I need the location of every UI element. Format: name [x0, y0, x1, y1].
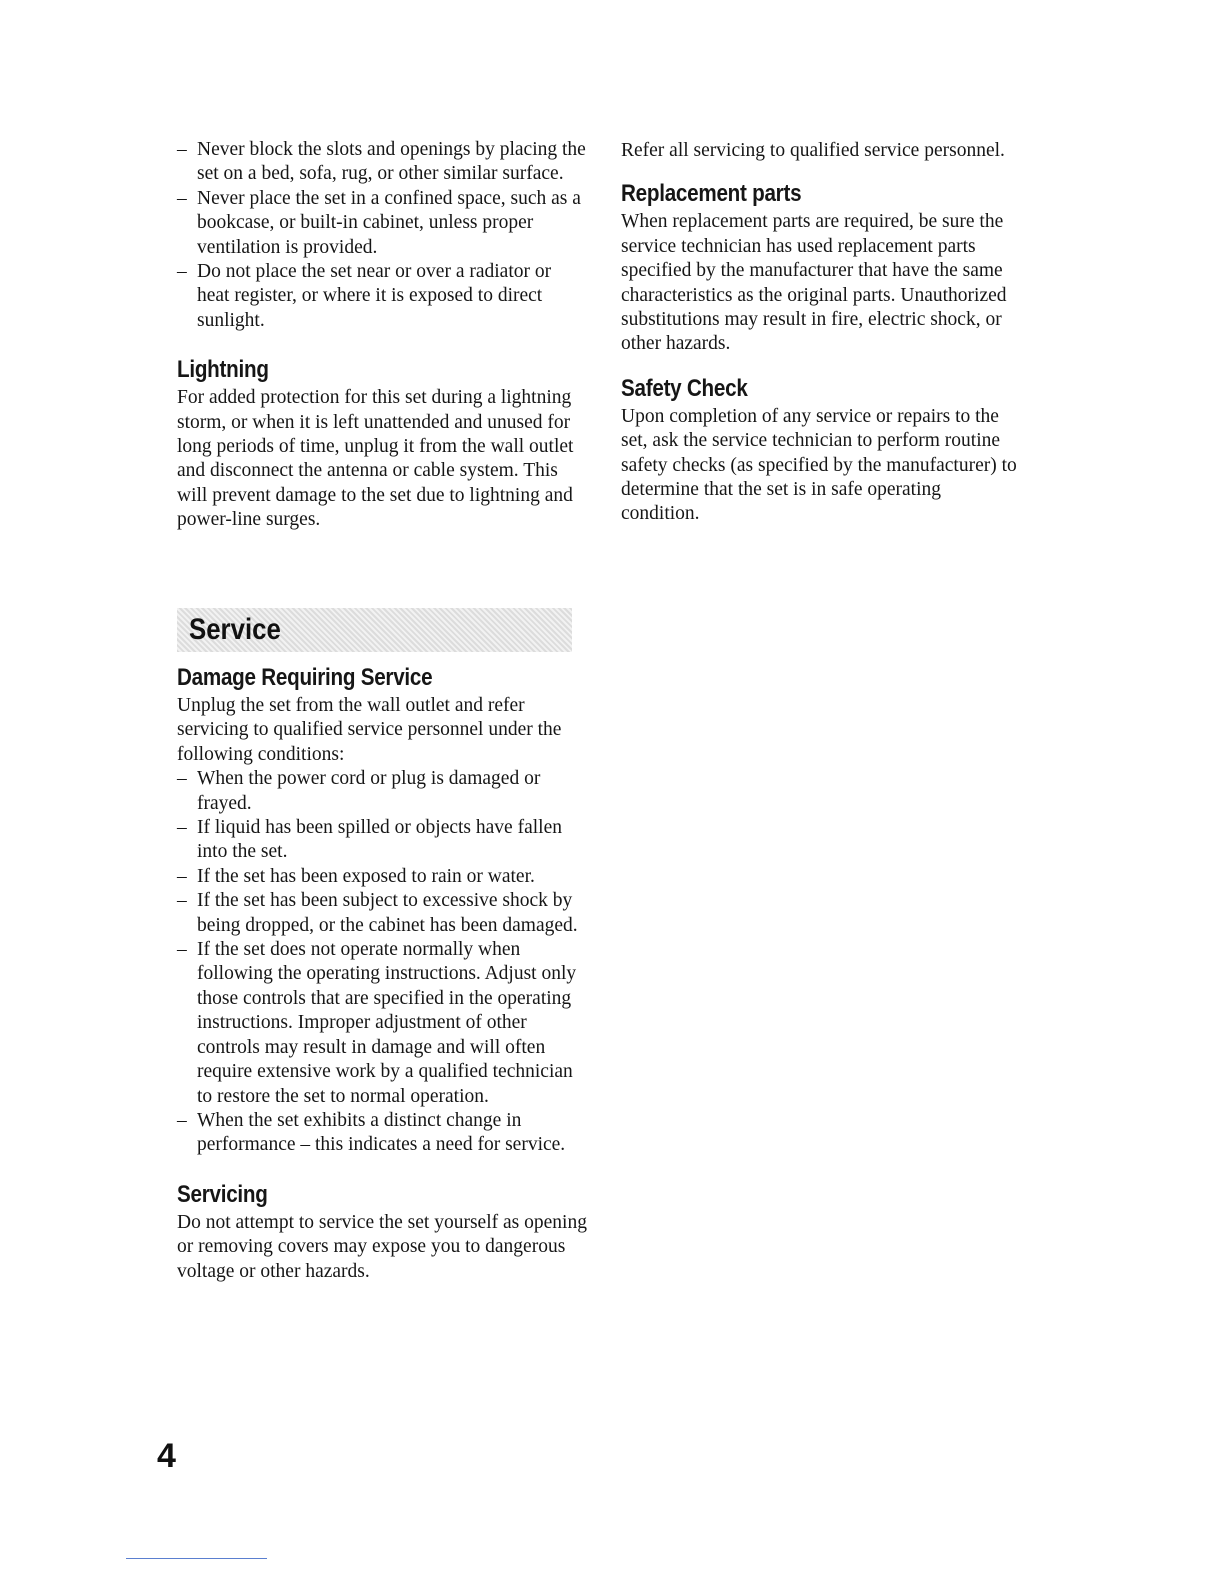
footer-rule [126, 1558, 267, 1559]
left-column-upper [177, 138, 587, 533]
lightning-body: For added protection for this set during a lightning storm, or when it is left unattended and unused for long periods of time, unplug it from the wall outlet and disconnect the antenna or cable system. This will prevent damage to the set due to lightning and power-line surges. [177, 387, 574, 531]
damage-list [177, 767, 587, 1158]
safety-check-heading: Safety Check [621, 374, 748, 402]
list-item: – When the power cord or plug is damaged or frayed. [177, 767, 587, 816]
servicing-heading: Servicing [177, 1180, 268, 1208]
right-column [621, 139, 1021, 527]
list-item: – If the set has been subject to excessive shock by being dropped, or the cabinet has been damaged. [177, 889, 587, 938]
service-section-banner [177, 608, 572, 652]
damage-intro: Unplug the set from the wall outlet and refer servicing to qualified service personnel under the following conditions: [177, 695, 562, 765]
list-item: – If the set has been exposed to rain or water. [177, 865, 587, 889]
servicing-continued: Refer all servicing to qualified service personnel. [621, 140, 1005, 161]
damage-heading: Damage Requiring Service [177, 664, 433, 691]
replacement-parts-heading: Replacement parts [621, 180, 802, 208]
replacement-parts-body: When replacement parts are required, be sure the service technician has used replacement parts specified by the manufacturer that have the same characteristics as the original parts. Unauthorized substitutions may result in fire, electric shock, or other hazards. [621, 211, 1007, 355]
lightning-heading: Lightning [177, 356, 269, 384]
list-item: – Never block the slots and openings by placing the set on a bed, sofa, rug, or other similar surface. [177, 138, 587, 187]
servicing-body: Do not attempt to service the set yourself as opening or removing covers may expose you to dangerous voltage or other hazards. [177, 1211, 587, 1282]
list-item: – If liquid has been spilled or objects have fallen into the set. [177, 816, 587, 865]
ventilation-list [177, 138, 587, 333]
list-item: – Do not place the set near or over a radiator or heat register, or where it is exposed to direct sunlight. [177, 260, 587, 333]
page-number: 4 [157, 1437, 176, 1475]
list-item: – Never place the set in a confined space, such as a bookcase, or built-in cabinet, unless proper ventilation is provided. [177, 187, 587, 260]
left-column-lower [177, 664, 587, 1284]
safety-check-body: Upon completion of any service or repairs to the set, ask the service technician to perform routine safety checks (as specified by the manufacturer) to determine that the set is in safe operating condition. [621, 405, 1017, 525]
list-item: – If the set does not operate normally when following the operating instructions. Adjust only those controls that are specified in the operating instructions. Improper adjustment of other controls may result in damage and will often require extensive work by a qualified technician to restore the set to normal operation. [177, 938, 587, 1109]
service-section-title: Service [189, 613, 281, 646]
list-item: – When the set exhibits a distinct change in performance – this indicates a need for service. [177, 1109, 587, 1158]
